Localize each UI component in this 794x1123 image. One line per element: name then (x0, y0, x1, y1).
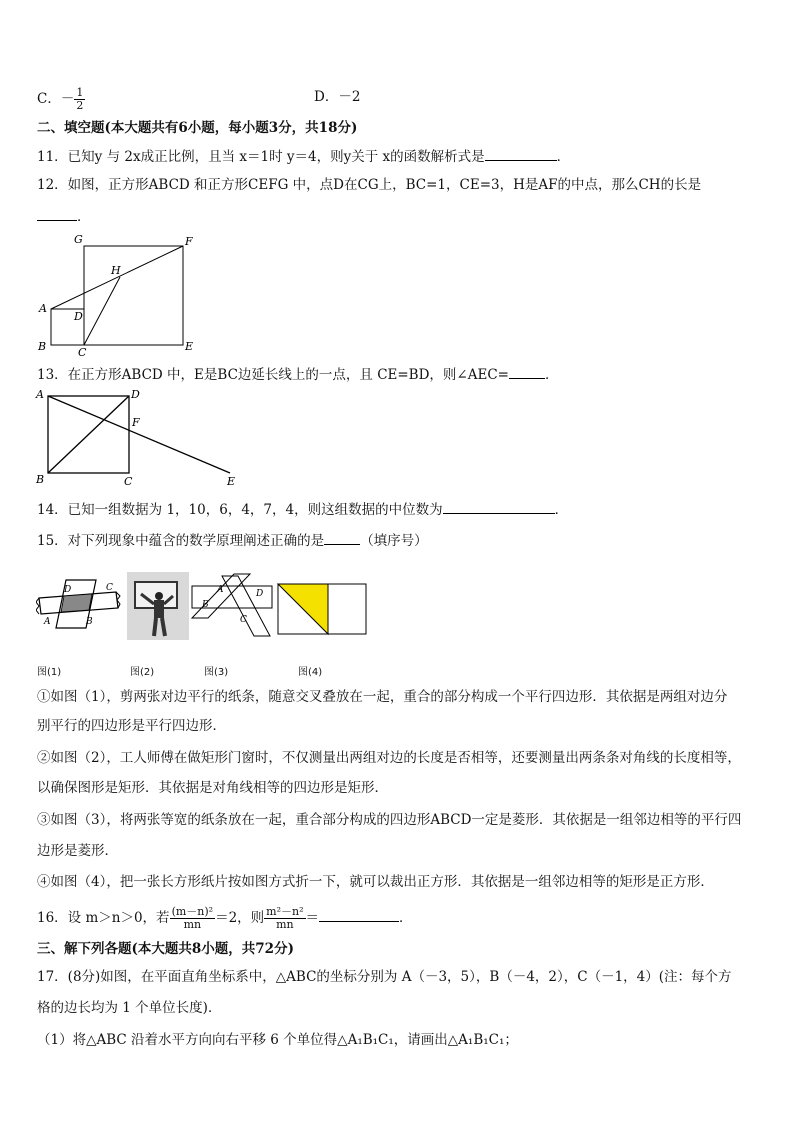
question-11: 11．已知y 与 2x成正比例，且当 x＝1时 y＝4，则y关于 x的函数解析式是 ． (37, 146, 570, 166)
label-a: A (44, 617, 51, 627)
figure-15-4 (276, 582, 368, 640)
question-16: 16．设 m＞n＞0，若 $\frac{\text{(m－n)²}}{mn}$ ＝2，则 $\frac{\text{m²－n²}}{mn}$ ＝ ． (37, 905, 413, 931)
statement-2-line-1: ②如图（2），工人师傅在做矩形门窗时，不仅测量出两组对边的长度是否相等，还要测量出两条条对角线的长度相等， (37, 750, 741, 766)
fraction: $\frac{1}{2}$ (76, 86, 84, 112)
label-a: A (36, 388, 44, 401)
answer-blank (509, 364, 545, 379)
option-d: D．－2 (314, 89, 361, 105)
label-b: B (86, 617, 93, 627)
answer-blank (319, 907, 399, 922)
figure-12 (34, 232, 204, 358)
option-c: C．－ $\frac{1}{2}$ (37, 86, 84, 112)
caption-fig-2: 图(2) (130, 667, 155, 678)
caption-fig-1: 图(1) (37, 667, 62, 678)
caption-fig-4: 图(4) (298, 667, 323, 678)
label-b: B (202, 600, 209, 610)
figure-15-3 (190, 572, 274, 640)
statement-1-line-2: 别平行的四边形是平行四边形． (37, 718, 226, 734)
statement-3-line-1: ③如图（3），将两张等宽的纸条放在一起，重合部分构成的四边形ABCD一定是菱形．其依据是一组邻边相等的平行四 (37, 812, 742, 828)
label-c: C (124, 475, 133, 488)
fraction: $\frac{\text{(m－n)²}}{mn}$ (171, 905, 214, 931)
figure-13 (34, 386, 244, 488)
label-e: E (227, 475, 236, 488)
label-d: D (64, 585, 72, 595)
label-b: B (36, 473, 45, 486)
question-14: 14．已知一组数据为 1，10，6，4，7，4，则这组数据的中位数为 ． (37, 499, 568, 519)
statement-1-line-1: ①如图（1），剪两张对边平行的纸条，随意交叉叠放在一起，重合的部分构成一个平行四边形．其依据是两组对边分 (37, 689, 728, 705)
section-fill-blank-heading: 二、填空题(本大题共有6小题，每小题3分，共18分) (37, 120, 358, 136)
statement-3-line-2: 边形是菱形． (37, 843, 118, 859)
label-f: F (132, 416, 140, 429)
label-a: A (39, 302, 47, 315)
label-d: D (256, 589, 264, 599)
label-f: F (185, 235, 193, 248)
label-c: C (106, 583, 113, 593)
figure-15-2 (127, 572, 189, 640)
label-d: D (131, 388, 140, 401)
answer-blank (37, 206, 77, 221)
worker-icon (155, 592, 163, 600)
question-12-blank-line: ． (37, 206, 91, 226)
label-b: B (38, 340, 47, 353)
question-15: 15．对下列现象中蕴含的数学原理阐述正确的是 （填序号） (37, 530, 428, 550)
label-h: H (111, 264, 121, 277)
question-17-part-1: （1）将△ABC 沿着水平方向向右平移 6 个单位得△A₁B₁C₁，请画出△A₁B₁C₁； (37, 1032, 518, 1048)
question-12: 12．如图，正方形ABCD 和正方形CEFG 中，点D在CG上，BC=1，CE=3，H是AF的中点，那么CH的长是 (37, 177, 702, 193)
statement-2-line-2: 以确保图形是矩形．其依据是对角线相等的四边形是矩形． (37, 780, 388, 796)
label-d: D (74, 310, 83, 323)
label-g: G (74, 233, 83, 246)
question-17-line-2: 格的边长均为 1 个单位长度)． (37, 1000, 222, 1016)
answer-blank (324, 530, 360, 545)
label-a: A (217, 585, 224, 595)
answer-blank (443, 499, 555, 514)
label-c: C (240, 615, 247, 625)
question-17-line-1: 17．(8分)如图，在平面直角坐标系中，△ABC的坐标分别为 A（－3，5），B（－4，2），C（－1，4）(注：每个方 (37, 969, 732, 985)
section-solve-heading: 三、解下列各题(本大题共8小题，共72分) (37, 941, 294, 957)
label-e: E (185, 340, 194, 353)
label-c: C (78, 346, 87, 358)
figure-15-1 (36, 578, 122, 630)
answer-blank (485, 146, 557, 161)
fraction: $\frac{\text{m²－n²}}{mn}$ (266, 905, 304, 931)
statement-4: ④如图（4），把一张长方形纸片按如图方式折一下，就可以裁出正方形．其依据是一组邻边相等的矩形是正方形． (37, 874, 714, 890)
caption-fig-3: 图(3) (204, 667, 229, 678)
question-13: 13．在正方形ABCD 中，E是BC边延长线上的一点，且 CE=BD，则∠AEC= ． (37, 364, 559, 384)
